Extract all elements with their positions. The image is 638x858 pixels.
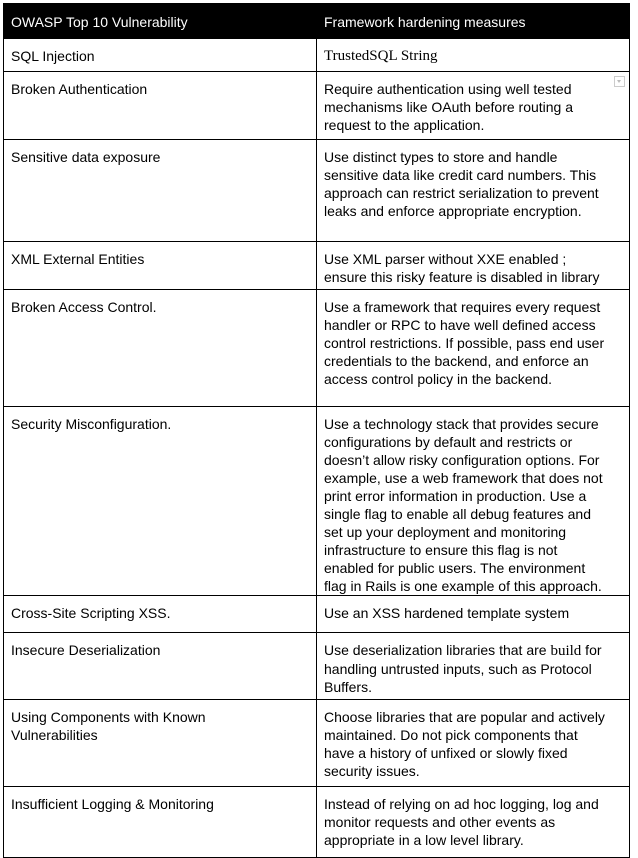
table-header-row (4, 4, 630, 39)
table-row (4, 596, 630, 633)
table-row (4, 242, 630, 290)
measure-cell: Use an XSS hardened template system (317, 596, 630, 633)
table-row (4, 72, 630, 140)
vuln-cell: Sensitive data exposure (4, 140, 317, 242)
vuln-cell: Broken Authentication (4, 72, 317, 140)
vuln-cell: XML External Entities (4, 242, 317, 290)
table-row (4, 407, 630, 596)
vuln-cell: Security Misconfiguration. (4, 407, 317, 596)
table-row (4, 787, 630, 858)
table-row (4, 633, 630, 700)
dropdown-arrow-icon[interactable] (614, 76, 625, 87)
header-vulnerability: OWASP Top 10 Vulnerability (4, 4, 317, 39)
measure-cell: Instead of relying on ad hoc logging, log and monitor requests and other events as appropriate in a low level library. (317, 787, 630, 858)
measure-text: for handling untrusted inputs, such as Protocol Buffers. (324, 642, 602, 695)
measure-text: Use deserialization libraries that are (324, 642, 551, 658)
vuln-cell: Insecure Deserialization (4, 633, 317, 700)
measure-cell (317, 633, 630, 700)
measure-cell: Use distinct types to store and handle sensitive data like credit card numbers. This approach can restrict serialization to prevent leaks and enforce appropriate encryption. (317, 140, 630, 242)
table-row (4, 39, 630, 72)
header-measures: Framework hardening measures (317, 4, 630, 39)
measure-text: Require authentication using well tested mechanisms like OAuth before routing a request to the application. (324, 81, 574, 133)
vuln-cell: Using Components with Known Vulnerabilities (4, 700, 317, 787)
table-row (4, 290, 630, 407)
vuln-cell: Cross-Site Scripting XSS. (4, 596, 317, 633)
measure-cell: Use a framework that requires every request handler or RPC to have well defined access control restrictions. If possible, pass end user credentials to the backend, and enforce an access control policy in the backend. (317, 290, 630, 407)
measure-cell: Use a technology stack that provides secure configurations by default and restricts or doesn’t allow risky configuration options. For example, use a web framework that does not print error information in production. Use a single flag to enable all debug features and set up your deployment and monitoring infrastructure to ensure this flag is not enabled for public users. The environment flag in Rails is one example of this approach. (317, 407, 630, 596)
vuln-cell: Insufficient Logging & Monitoring (4, 787, 317, 858)
measure-cell (317, 72, 630, 140)
measure-text-serif: build (550, 643, 582, 659)
vuln-cell: SQL Injection (4, 39, 317, 72)
owasp-hardening-table (3, 3, 630, 858)
vuln-cell: Broken Access Control. (4, 290, 317, 407)
table-row (4, 700, 630, 787)
measure-cell: Use XML parser without XXE enabled ; ensure this risky feature is disabled in library (317, 242, 630, 290)
measure-cell: Choose libraries that are popular and actively maintained. Do not pick components that have a history of unfixed or slowly fixed security issues. (317, 700, 630, 787)
measure-cell: TrustedSQL String (317, 39, 630, 72)
table-row (4, 140, 630, 242)
